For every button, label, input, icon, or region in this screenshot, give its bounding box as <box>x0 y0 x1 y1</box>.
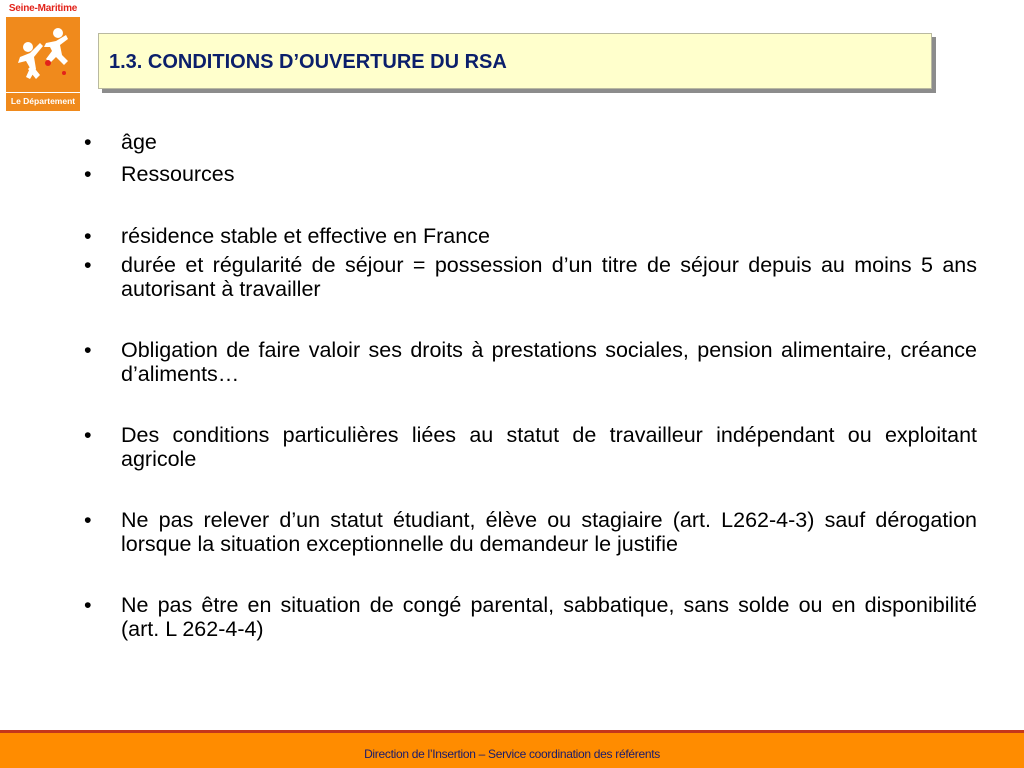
bullet-text: durée et régularité de séjour = possession d’un titre de séjour depuis au moins 5 ans autorisant à travailler <box>121 253 977 301</box>
title-box <box>98 33 932 89</box>
footer-bar <box>0 733 1024 768</box>
bullet-marker: • <box>84 253 92 277</box>
bullet-marker: • <box>84 508 92 532</box>
bullet-marker: • <box>84 338 92 362</box>
bullet-item <box>84 423 977 471</box>
bullet-text: Obligation de faire valoir ses droits à prestations sociales, pension alimentaire, créance d’aliments… <box>121 338 977 386</box>
logo-top-text: Seine-Maritime <box>8 3 78 14</box>
bullet-list <box>84 130 977 641</box>
bullet-marker: • <box>84 224 92 248</box>
bullet-marker: • <box>84 593 92 617</box>
figures-icon <box>6 17 80 91</box>
seine-maritime-logo <box>4 3 82 111</box>
bullet-item <box>84 593 977 641</box>
bullet-text: Ne pas relever d’un statut étudiant, élève ou stagiaire (art. L262-4-3) sauf dérogation lorsque la situation exceptionnelle du demandeur le justifie <box>121 508 977 556</box>
bullet-item <box>84 508 977 556</box>
bullet-item <box>84 162 977 186</box>
logo-emblem <box>6 17 80 111</box>
bullet-text: résidence stable et effective en France <box>121 224 490 248</box>
logo-bottom-text: Le Département <box>6 92 80 109</box>
footer-text: Direction de l’Insertion – Service coordination des référents <box>364 747 660 761</box>
bullet-marker: • <box>84 162 92 186</box>
bullet-marker: • <box>84 130 92 154</box>
page-title: 1.3. CONDITIONS D’OUVERTURE DU RSA <box>109 51 507 73</box>
bullet-item <box>84 224 977 248</box>
bullet-text: Ressources <box>121 162 235 186</box>
bullet-item <box>84 338 977 386</box>
bullet-text: Ne pas être en situation de congé parental, sabbatique, sans solde ou en disponibilité (art. L 262-4-4) <box>121 593 977 641</box>
bullet-text: Des conditions particulières liées au statut de travailleur indépendant ou exploitant agricole <box>121 423 977 471</box>
bullet-marker: • <box>84 423 92 447</box>
bullet-item <box>84 130 977 154</box>
bullet-text: âge <box>121 130 157 154</box>
bullet-item <box>84 253 977 301</box>
